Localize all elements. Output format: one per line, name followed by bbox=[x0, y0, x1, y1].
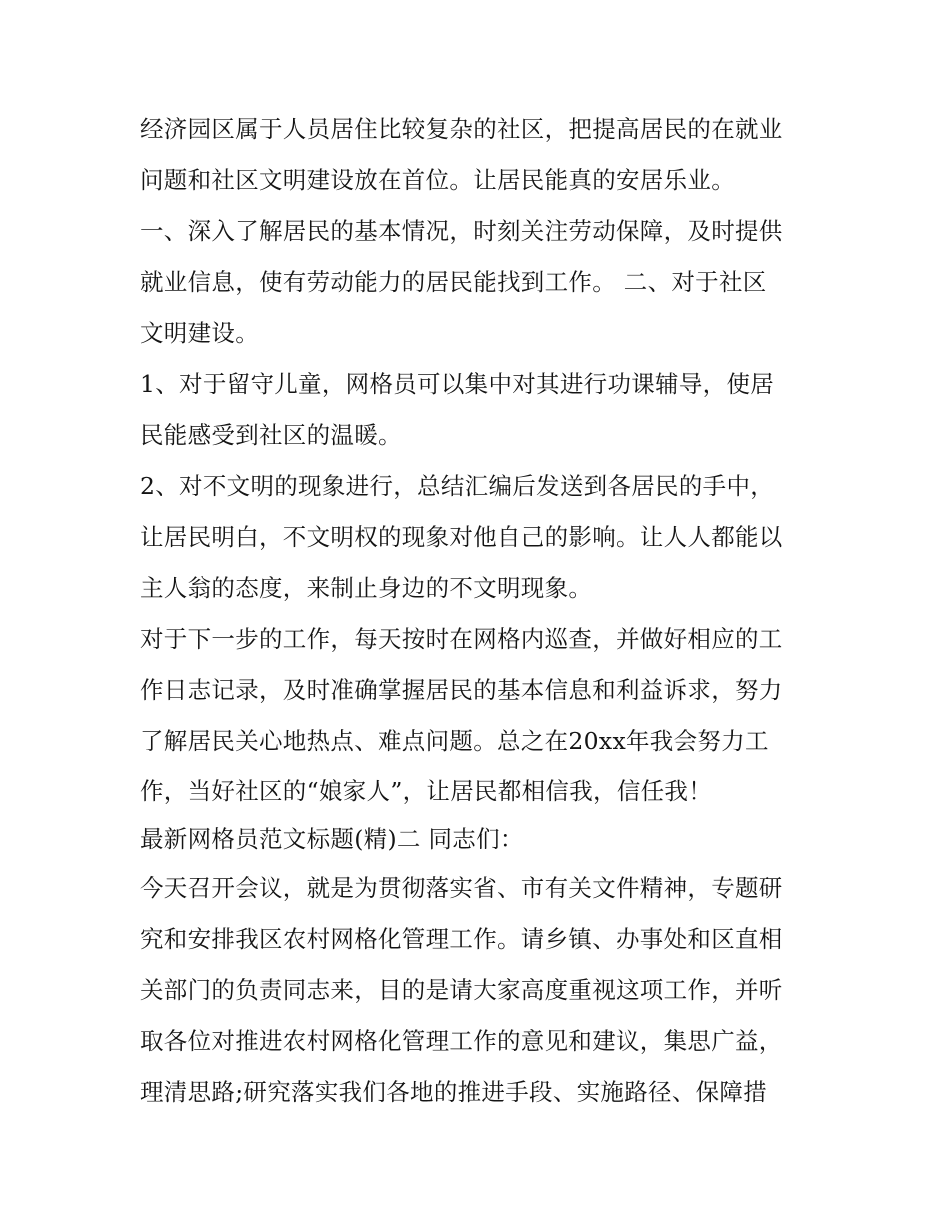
text-line: 民能感受到社区的温暖。 bbox=[140, 421, 402, 449]
text-line: 一、深入了解居民的基本情况，时刻关注劳动保障，及时提供 bbox=[140, 217, 783, 245]
text-line: 今天召开会议，就是为贯彻落实省、市有关文件精神，专题研 bbox=[140, 874, 783, 902]
text-line: 理清思路;研究落实我们各地的推进手段、实施路径、保障措 bbox=[140, 1078, 768, 1106]
text-line: 2、对不文明的现象进行，总结汇编后发送到各居民的手中， bbox=[140, 472, 775, 500]
text-line: 问题和社区文明建设放在首位。让居民能真的安居乐业。 bbox=[140, 166, 735, 194]
text-line: 1、对于留守儿童，网格员可以集中对其进行功课辅导，使居 bbox=[140, 370, 775, 398]
text-line: 文明建设。 bbox=[140, 319, 259, 347]
text-line: 主人翁的态度，来制止身边的不文明现象。 bbox=[140, 574, 593, 602]
text-line: 作日志记录，及时准确掌握居民的基本信息和利益诉求，努力 bbox=[140, 676, 783, 704]
text-line: 经济园区属于人员居住比较复杂的社区，把提高居民的在就业 bbox=[140, 115, 783, 143]
text-line: 对于下一步的工作，每天按时在网格内巡查，并做好相应的工 bbox=[140, 625, 783, 653]
text-line: 就业信息，使有劳动能力的居民能找到工作。 二、对于社区 bbox=[140, 268, 767, 296]
text-line: 究和安排我区农村网格化管理工作。请乡镇、办事处和区直相 bbox=[140, 925, 783, 953]
text-line: 作，当好社区的“娘家人”，让居民都相信我，信任我！ bbox=[140, 777, 713, 805]
document-body bbox=[140, 104, 830, 1118]
text-line: 关部门的负责同志来，目的是请大家高度重视这项工作，并听 bbox=[140, 976, 783, 1004]
text-line: 取各位对推进农村网格化管理工作的意见和建议，集思广益， bbox=[140, 1027, 783, 1055]
text-line: 让居民明白，不文明权的现象对他自己的影响。让人人都能以 bbox=[140, 523, 783, 551]
text-line: 了解居民关心地热点、难点问题。总之在20xx年我会努力工 bbox=[140, 727, 769, 755]
heading-line: 最新网格员范文标题(精)二 同志们： bbox=[140, 825, 524, 853]
